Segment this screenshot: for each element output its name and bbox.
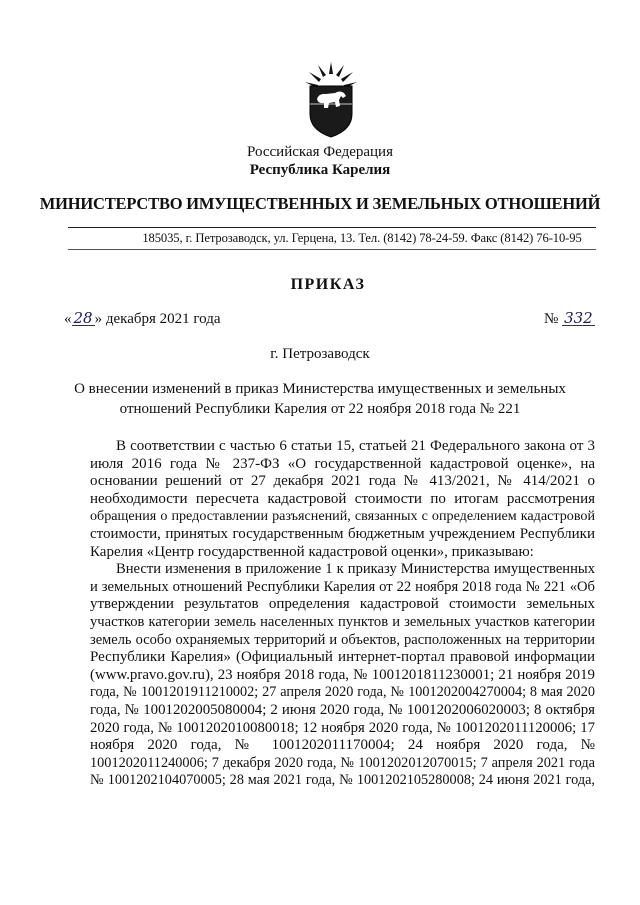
body-line: (www.pravo.gov.ru), 23 ноября 2018 года, № 1001201811230001; 21 ноября 2019 — [90, 666, 595, 683]
body-line: Республики Карелия» (Официальный интернет-портал правовой информации — [90, 649, 595, 666]
order-number — [544, 311, 595, 328]
body-line: земель особо охраняемых территорий и объектов, расположенных на территории — [90, 631, 595, 648]
body-line: года, № 1001201911210002; 27 апреля 2020 года, № 1001202004270004; 8 мая 2020 — [90, 684, 595, 701]
body-line: Карелия «Центр государственной кадастровой оценки», приказываю: — [90, 543, 534, 560]
body-line: участков категории земель населенных пунктов и земельных участков категории — [90, 613, 595, 630]
body-line: и земельных отношений Республики Карелия от 22 ноября 2018 года № 221 «Об — [90, 578, 595, 595]
body-line: обращения о предоставлении разъяснений, связанных с определением кадастровой — [90, 508, 595, 525]
date-day-handwritten: 28 — [73, 309, 93, 327]
body-line: июля 2016 года № 237-ФЗ «О государственной кадастровой оценке», на — [90, 455, 595, 472]
date-rest: » декабря 2021 года — [94, 311, 221, 327]
order-title: ПРИКАЗ — [290, 276, 366, 293]
header-divider-top — [68, 227, 596, 228]
ministry-address: 185035, г. Петрозаводск, ул. Герцена, 13. Тел. (8142) 78-24-59. Факс (8142) 76-10-95 — [142, 231, 582, 245]
body-line: утверждении результатов определения кадастровой стоимости земельных — [90, 596, 595, 613]
order-subject — [64, 379, 576, 419]
body-line: основании решений от 27 декабря 2021 года № 413/2021, № 414/2021 о — [90, 473, 595, 490]
order-city: г. Петрозаводск — [270, 346, 370, 362]
number-value-handwritten: 332 — [564, 309, 593, 327]
body-line: 2020 года, № 1001202010080018; 12 ноября 2020 года, № 1001202011120006; 17 — [90, 719, 595, 736]
coat-of-arms-karelia-icon — [302, 62, 360, 138]
body-line: стоимости, принятых государственным бюджетным учреждением Республики — [90, 525, 595, 542]
body-line: Внести изменения в приложение 1 к приказу Министерства имущественных — [116, 561, 595, 578]
date-open-quote: « — [64, 311, 72, 327]
body-line: В соответствии с частью 6 статьи 15, статьей 21 Федерального закона от 3 — [116, 438, 595, 454]
header-divider-bottom — [68, 249, 596, 250]
body-line: 1001202011240006; 7 декабря 2020 года, № 1001202012070015; 7 апреля 2021 года — [90, 754, 595, 771]
order-date — [64, 311, 221, 328]
number-prefix: № — [544, 311, 559, 327]
subject-line: О внесении изменений в приказ Министерства имущественных и земельных — [74, 381, 566, 397]
republic-name: Республика Карелия — [249, 162, 391, 178]
body-line: ноября 2020 года, № 1001202011170004; 24 ноября 2020 года, № — [90, 737, 595, 754]
order-body — [90, 438, 595, 790]
country-name: Российская Федерация — [247, 144, 393, 160]
ministry-name: МИНИСТЕРСТВО ИМУЩЕСТВЕННЫХ И ЗЕМЕЛЬНЫХ ОТНОШЕНИЙ — [39, 194, 601, 213]
subject-line: отношений Республики Карелия от 22 ноября 2018 года № 221 — [119, 401, 521, 417]
body-line: необходимости пересчета кадастровой стоимости по итогам рассмотрения — [90, 490, 595, 507]
body-line: года, № 1001202005080004; 2 июня 2020 года, № 1001202006020003; 8 октября — [90, 701, 595, 718]
body-line: № 1001202104070005; 28 мая 2021 года, № 1001202105280008; 24 июня 2021 года, — [90, 772, 595, 789]
